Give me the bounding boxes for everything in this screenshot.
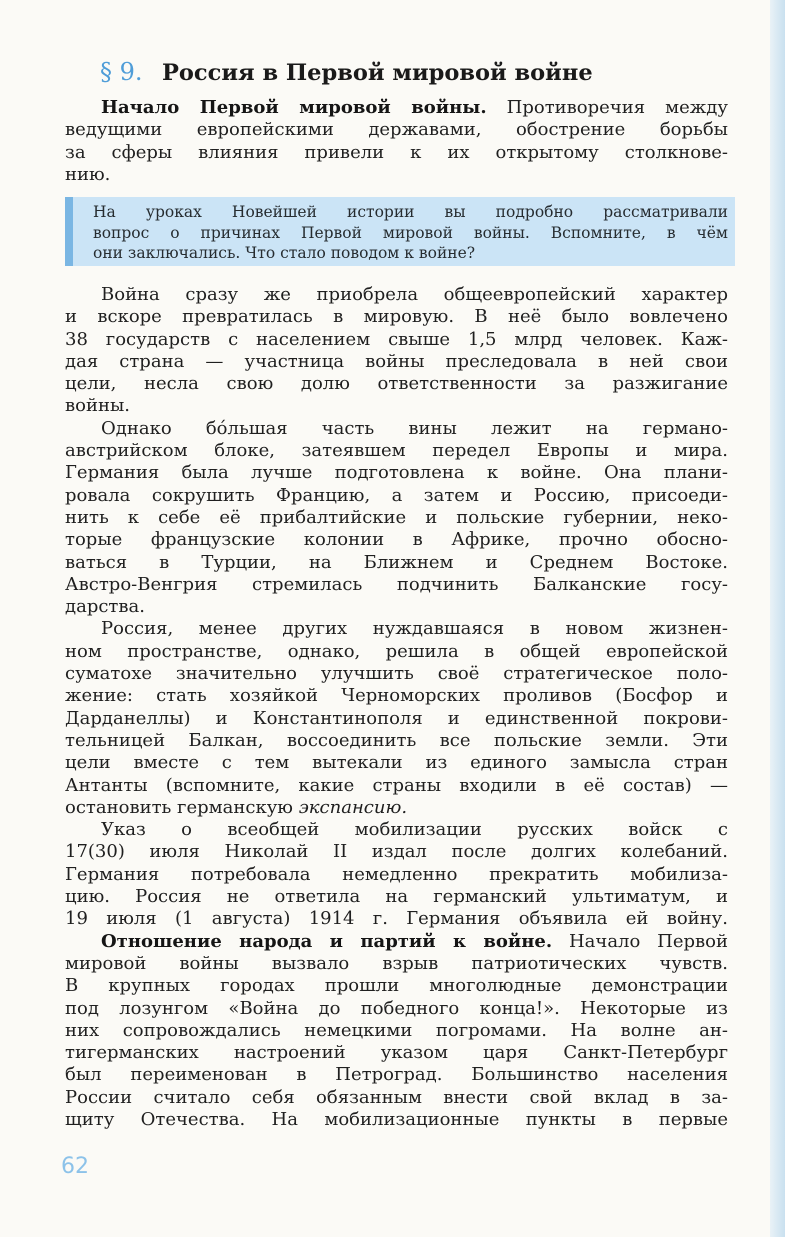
text-line (65, 97, 728, 119)
text-line: жение: стать хозяйкой Черноморских проливов (Босфор и (65, 685, 728, 707)
text-line: за сферы влияния привели к их открытому столкнове- (65, 141, 728, 163)
text-line: щиту Отечества. На мобилизационные пункты в первые (65, 1108, 728, 1130)
text-line: Антанты (вспомните, какие страны входили в её состав) — (65, 774, 728, 796)
text-line: торые французские колонии в Африке, прочно обосно- (65, 529, 728, 551)
text-line: нить к себе её прибалтийские и польские губернии, неко- (65, 506, 728, 528)
text-line: 17(30) июля Николай II издал после долгих колебаний. (65, 841, 728, 863)
text-line (65, 931, 728, 953)
text-line: цели, несла свою долю ответственности за разжигание (65, 373, 728, 395)
text-line: России считало себя обязанным внести свой вклад в за- (65, 1086, 728, 1108)
paragraph (65, 819, 728, 930)
page-edge (770, 0, 785, 1237)
text-line: они заключались. Что стало поводом к войне? (93, 244, 476, 262)
text-line: был переименован в Петроград. Большинство населения (65, 1064, 728, 1086)
paragraph (65, 418, 728, 619)
page-title (100, 56, 593, 88)
text-line: цели вместе с тем вытекали из единого замысла стран (65, 752, 728, 774)
question-box-bar (65, 197, 73, 266)
paragraph (65, 284, 728, 418)
paragraph (65, 931, 728, 1132)
text-line: Однако бо́льшая часть вины лежит на германо- (101, 417, 728, 439)
text-line: и вскоре превратилась в мировую. В неё было вовлечено (65, 306, 728, 328)
text-line: Война сразу же приобрела общеевропейский характер (101, 284, 728, 305)
intro-paragraph (65, 97, 728, 186)
text-line: войны. (65, 395, 131, 417)
text-line: дая страна — участница войны преследовала в ней свои (65, 350, 728, 372)
text-span: Противоречия между (506, 97, 728, 118)
question-box-text (93, 202, 728, 264)
text-line: На уроках Новейшей истории вы подробно рассматривали (93, 203, 728, 221)
text-line: Германия была лучше подготовлена к войне. Она плани- (65, 462, 728, 484)
text-span: Начало Первой (568, 930, 728, 952)
text-line: В крупных городах прошли многолюдные демонстрации (65, 975, 728, 997)
italic-term: экспансию. (298, 796, 408, 818)
text-line (65, 797, 728, 819)
text-line: дарства. (65, 596, 145, 618)
text-line: ровала сокрушить Францию, а затем и Россию, присоеди- (65, 484, 728, 506)
text-line: тигерманских настроений указом царя Санкт-Петербург (65, 1042, 728, 1064)
text-line: цию. Россия не ответила на германский ультиматум, и (65, 886, 728, 908)
question-box (65, 197, 735, 266)
text-line: вопрос о причинах Первой мировой войны. Вспомните, в чём (93, 223, 728, 242)
text-line: Указ о всеобщей мобилизации русских войск с (101, 819, 728, 841)
text-line: австрийском блоке, затеявшем передел Европы и мира. (65, 440, 728, 462)
text-line: 19 июля (1 августа) 1914 г. Германия объявила ей войну. (65, 908, 728, 930)
text-line: Австро-Венгрия стремилась подчинить Балканские госу- (65, 573, 728, 595)
body-text (65, 284, 728, 1131)
paragraph (65, 618, 728, 819)
text-line: ваться в Турции, на Ближнем и Среднем Востоке. (65, 551, 728, 573)
subsection-heading: Начало Первой мировой войны. (101, 97, 487, 118)
text-line: 38 государств с населением свыше 1,5 млрд человек. Каж- (65, 328, 728, 350)
text-line: ном пространстве, однако, решила в общей европейской (65, 640, 728, 662)
text-span: остановить германскую (65, 796, 293, 818)
text-line: нию. (65, 163, 111, 185)
text-line: Дарданеллы) и Константинополя и единственной покрови- (65, 707, 728, 729)
section-title: Россия в Первой мировой войне (162, 60, 593, 86)
text-line: ведущими европейскими державами, обострение борьбы (65, 119, 728, 141)
text-line: суматохе значительно улучшить своё стратегическое поло- (65, 663, 728, 685)
text-line: них сопровождались немецкими погромами. На волне ан- (65, 1019, 728, 1041)
subsection-heading: Отношение народа и партий к войне. (101, 930, 553, 952)
text-line: мировой войны вызвало взрыв патриотических чувств. (65, 952, 728, 974)
text-line: под лозунгом «Война до победного конца!». Некоторые из (65, 997, 728, 1019)
page-number: 62 (61, 1154, 89, 1179)
text-line: Германия потребовала немедленно прекратить мобилиза- (65, 863, 728, 885)
text-line: тельницей Балкан, воссоединить все польские земли. Эти (65, 729, 728, 751)
text-line: Россия, менее других нуждавшаяся в новом жизнен- (101, 618, 728, 640)
section-number: § 9. (100, 58, 143, 86)
